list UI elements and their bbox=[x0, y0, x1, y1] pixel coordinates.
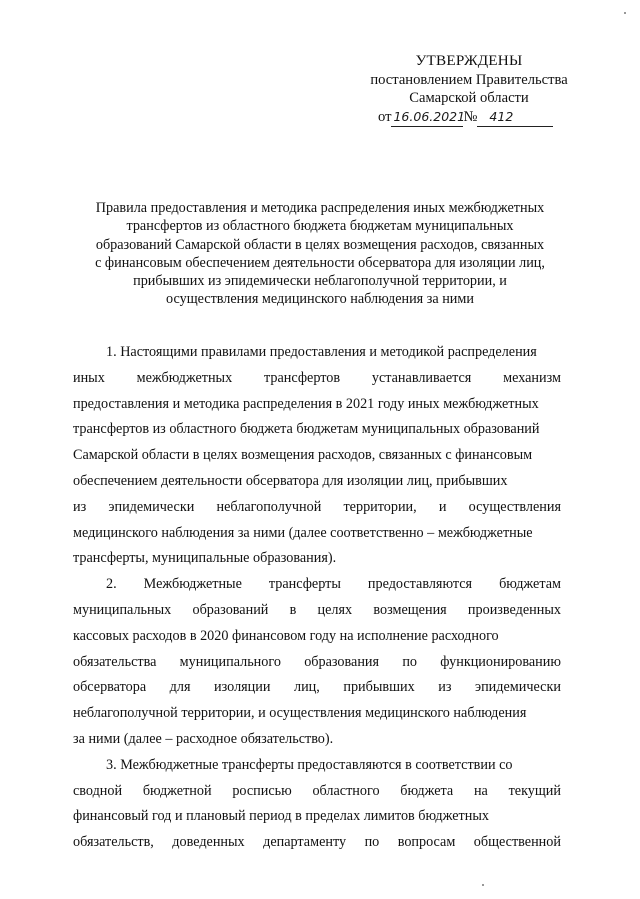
word: росписью bbox=[232, 782, 292, 799]
paragraph-2-line: кассовых расходов в 2020 финансовом году на исполнение расходного bbox=[73, 627, 499, 644]
document-title-line: прибывших из эпидемически неблагополучной территории, и bbox=[133, 273, 507, 290]
word: трансферты bbox=[268, 576, 341, 593]
paragraph-1-line: обеспечением деятельности обсерватора для изоляции лиц, прибывших bbox=[73, 472, 508, 489]
document-title bbox=[70, 199, 570, 309]
word: функционированию bbox=[440, 653, 561, 670]
approval-date-number-row bbox=[350, 108, 588, 128]
word: муниципальных bbox=[73, 601, 172, 618]
word: образования bbox=[304, 653, 380, 670]
word: бюджетной bbox=[142, 782, 212, 799]
paragraph-2-line bbox=[73, 598, 561, 624]
paragraph-1-line: трансферты, муниципальные образования). bbox=[73, 550, 337, 567]
word: изоляции bbox=[214, 679, 271, 696]
word: образований bbox=[192, 601, 269, 618]
word: территории, bbox=[343, 498, 417, 515]
approval-prefix: от bbox=[378, 108, 392, 125]
word: неблагополучной bbox=[216, 498, 322, 515]
word: в bbox=[289, 601, 297, 618]
paragraph-2-line: неблагополучной территории, и осуществления медицинского наблюдения bbox=[73, 705, 527, 722]
handwritten-date: 16.06.2021 bbox=[391, 108, 463, 128]
document-title-line: с финансовым обеспечением деятельности обсерватора для изоляции лиц, bbox=[95, 254, 545, 271]
word: обязательства bbox=[73, 653, 157, 670]
scan-speck bbox=[624, 12, 626, 14]
word: возмещения bbox=[373, 601, 447, 618]
word: областного bbox=[312, 782, 380, 799]
document-body bbox=[73, 340, 561, 856]
approval-line-region: Самарской области bbox=[409, 90, 529, 106]
paragraph-2-line: за ними (далее – расходное обязательство). bbox=[73, 730, 334, 747]
word: общественной bbox=[473, 834, 561, 851]
approval-stamp-block bbox=[350, 52, 588, 127]
document-title-line: образований Самарской области в целях возмещения расходов, связанных bbox=[95, 236, 545, 253]
word: целях bbox=[317, 601, 353, 618]
handwritten-number: 412 bbox=[477, 108, 553, 128]
word: устанавливается bbox=[371, 369, 472, 386]
paragraph-2-line bbox=[73, 675, 561, 701]
paragraph-1-line: медицинского наблюдения за ними (далее соответственно – межбюджетные bbox=[73, 524, 533, 541]
word: из bbox=[73, 498, 87, 515]
word: прибывших bbox=[343, 679, 415, 696]
document-title-line: Правила предоставления и методика распределения иных межбюджетных bbox=[95, 200, 545, 216]
word: бюджетам bbox=[499, 576, 561, 593]
document-title-line: осуществления медицинского наблюдения за ними bbox=[166, 291, 474, 308]
word: вопросам bbox=[397, 834, 456, 851]
paragraph-3-line bbox=[73, 830, 561, 856]
number-sign: № bbox=[463, 108, 478, 125]
document-title-line: трансфертов из областного бюджета бюджетам муниципальных bbox=[126, 218, 514, 235]
word: на bbox=[473, 782, 488, 799]
scan-speck bbox=[482, 884, 484, 886]
word: по bbox=[364, 834, 380, 851]
word: бюджета bbox=[400, 782, 454, 799]
word: и bbox=[438, 498, 447, 515]
paragraph-1-line bbox=[73, 495, 561, 521]
word: сводной bbox=[73, 782, 123, 799]
word: осуществления bbox=[468, 498, 561, 515]
paragraph-1-line bbox=[73, 366, 561, 392]
word: межбюджетных bbox=[136, 369, 233, 386]
word: трансфертов bbox=[264, 369, 341, 386]
word: для bbox=[169, 679, 191, 696]
word: эпидемически bbox=[108, 498, 195, 515]
paragraph-2-line bbox=[73, 650, 561, 676]
paragraph-1-line: 1. Настоящими правилами предоставления и методикой распределения bbox=[106, 344, 537, 360]
word: по bbox=[402, 653, 418, 670]
paragraph-3-line: финансовый год и плановый период в пределах лимитов бюджетных bbox=[73, 808, 489, 825]
word: обязательств, bbox=[73, 834, 154, 851]
word: из bbox=[438, 679, 452, 696]
approval-title: УТВЕРЖДЕНЫ bbox=[415, 52, 523, 69]
word: муниципального bbox=[179, 653, 281, 670]
word: департаменту bbox=[263, 834, 347, 851]
word: эпидемически bbox=[475, 679, 561, 696]
paragraph-3-line bbox=[73, 779, 561, 805]
word: 2. bbox=[106, 576, 117, 593]
paragraph-3-line: 3. Межбюджетные трансферты предоставляются в соответствии со bbox=[106, 756, 513, 773]
paragraph-1-line: трансфертов из областного бюджета бюджетам муниципальных образований bbox=[73, 421, 540, 438]
word: предоставляются bbox=[367, 576, 473, 593]
word: обсерватора bbox=[73, 679, 147, 696]
word: доведенных bbox=[172, 834, 245, 851]
word: произведенных bbox=[467, 601, 561, 618]
word: текущий bbox=[508, 782, 561, 799]
word: иных bbox=[73, 369, 105, 386]
paragraph-1-line: предоставления и методика распределения в 2021 году иных межбюджетных bbox=[73, 395, 539, 412]
approval-line-resolution: постановлением Правительства bbox=[370, 71, 568, 88]
paragraph-1-line: Самарской области в целях возмещения расходов, связанных с финансовым bbox=[73, 447, 533, 464]
paragraph-2-line bbox=[73, 572, 561, 598]
word: Межбюджетные bbox=[143, 576, 242, 593]
word: лиц, bbox=[294, 679, 320, 696]
word: механизм bbox=[503, 369, 561, 386]
